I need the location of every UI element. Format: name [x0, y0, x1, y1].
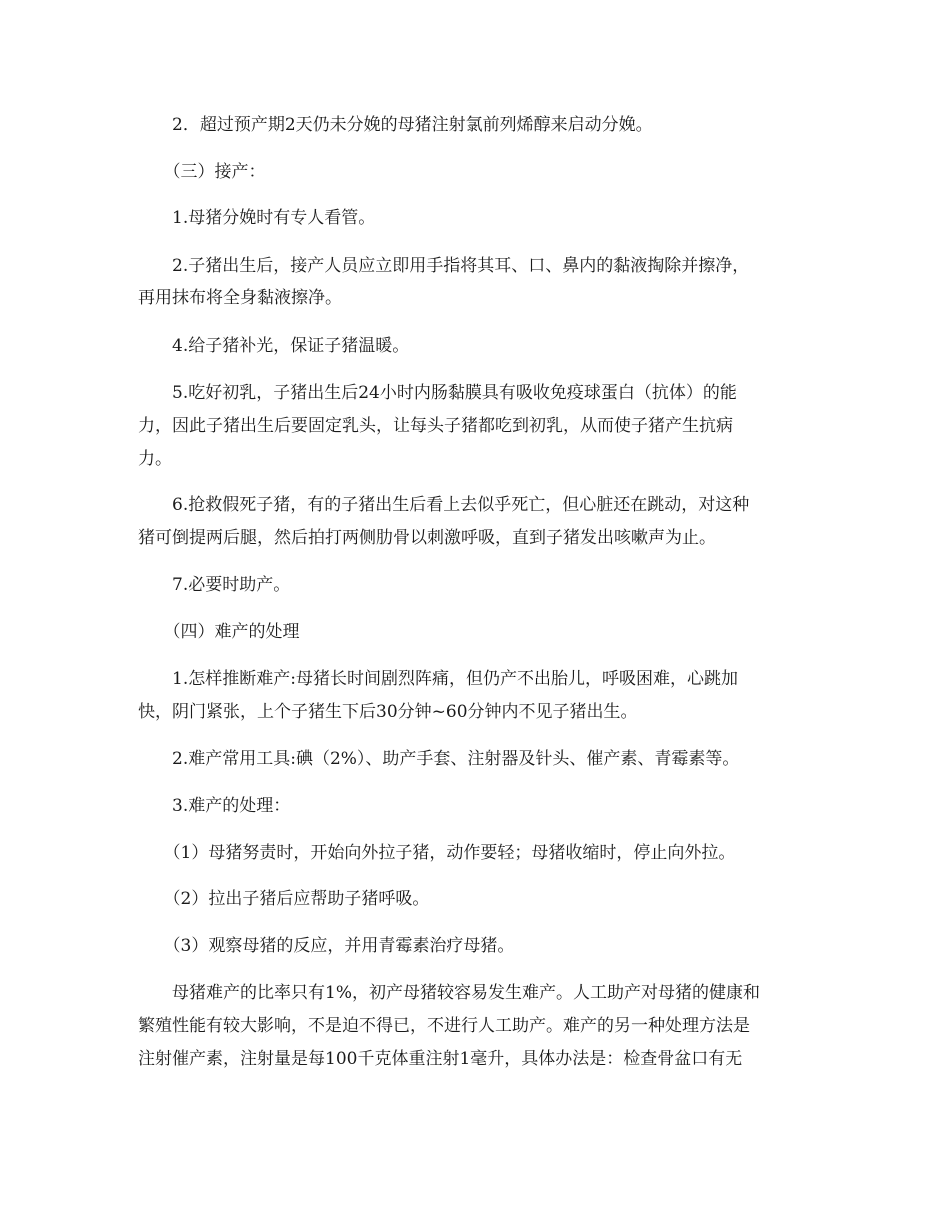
- text-line: 5.吃好初乳，子猪出生后24小时内肠黏膜具有吸收免疫球蛋白（抗体）的能: [138, 383, 737, 403]
- section-heading: （四）难产的处理: [138, 622, 300, 642]
- text-line: 母猪难产的比率只有1%，初产母猪较容易发生难产。人工助产对母猪的健康和: [138, 983, 760, 1003]
- text-line: 猪可倒提两后腿，然后拍打两侧肋骨以刺激呼吸，直到子猪发出咳嗽声为止。: [138, 528, 716, 548]
- text-line: 4.给子猪补光，保证子猪温暖。: [138, 336, 410, 356]
- text-line: （3）观察母猪的反应，并用青霉素治疗母猪。: [138, 936, 515, 956]
- text-line: 力。: [138, 449, 172, 469]
- text-line: 6.抢救假死子猪，有的子猪出生后看上去似乎死亡，但心脏还在跳动，对这种: [138, 495, 750, 515]
- text-line: 7.必要时助产。: [138, 575, 291, 595]
- text-line: 2.难产常用工具:碘（2%）、助产手套、注射器及针头、催产素、青霉素等。: [138, 749, 740, 769]
- text-line: 繁殖性能有较大影响，不是迫不得已，不进行人工助产。难产的另一种处理方法是: [138, 1016, 750, 1036]
- text-line: 1.怎样推断难产:母猪长时间剧烈阵痛，但仍产不出胎儿，呼吸困难，心跳加: [138, 669, 738, 689]
- text-line: 力，因此子猪出生后要固定乳头，让每头子猪都吃到初乳，从而使子猪产生抗病: [138, 416, 733, 436]
- text-line: 3.难产的处理：: [138, 796, 291, 816]
- text-line: 注射催产素，注射量是每100千克体重注射1毫升，具体办法是：检查骨盆口有无: [138, 1049, 743, 1069]
- section-heading: （三）接产：: [138, 162, 266, 182]
- text-line: （1）母猪努责时，开始向外拉子猪，动作要轻；母猪收缩时，停止向外拉。: [138, 843, 736, 863]
- text-line: 1.母猪分娩时有专人看管。: [138, 208, 376, 228]
- text-line: （2）拉出子猪后应帮助子猪呼吸。: [138, 889, 430, 909]
- text-line: 2．超过预产期2天仍未分娩的母猪注射氯前列烯醇来启动分娩。: [138, 115, 653, 135]
- text-line: 2.子猪出生后，接产人员应立即用手指将其耳、口、鼻内的黏液掏除并擦净，: [138, 256, 750, 276]
- text-line: 再用抹布将全身黏液擦净。: [138, 288, 342, 308]
- text-line: 快，阴门紧张，上个子猪生下后30分钟~60分钟内不见子猪出生。: [138, 702, 638, 722]
